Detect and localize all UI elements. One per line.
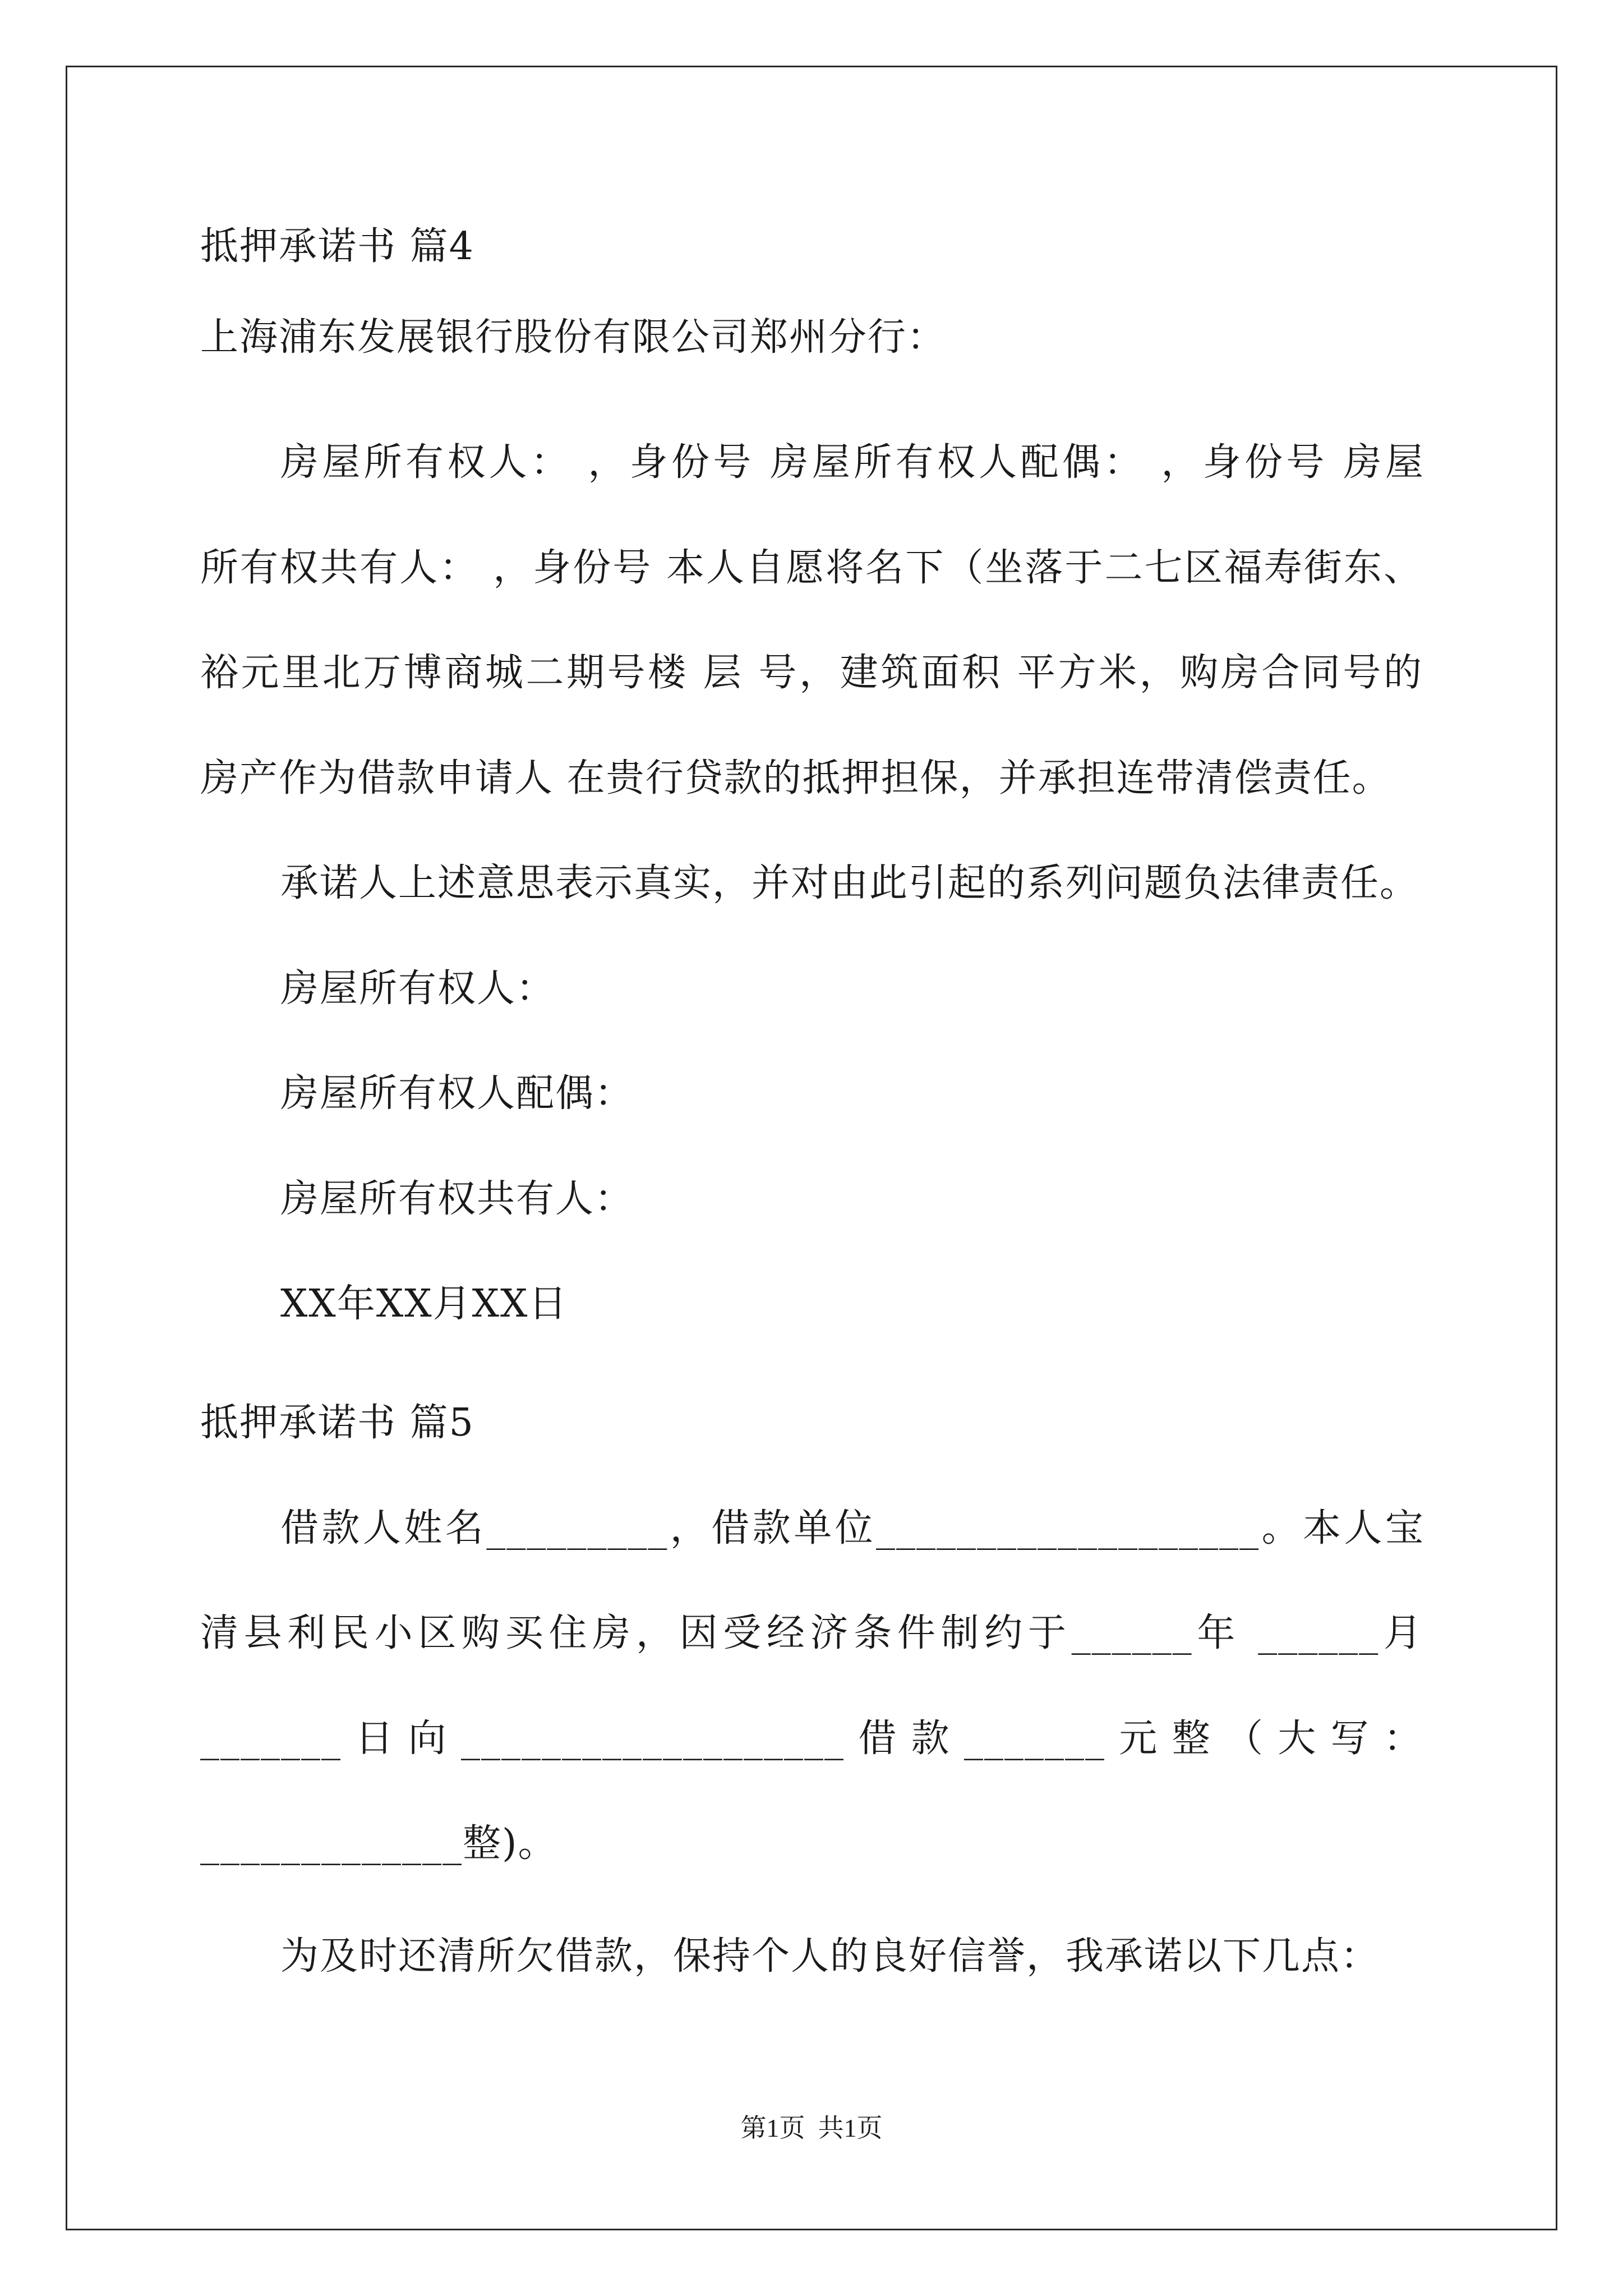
- signature-spouse: 房屋所有权人配偶：: [280, 1071, 634, 1116]
- statement-paragraph: 承诺人上述意思表示真实，并对由此引起的系列问题负法律责任。: [280, 861, 1419, 905]
- paragraph-line: _____________整)。: [200, 1821, 557, 1866]
- addressee: 上海浦东发展银行股份有限公司郑州分行：: [200, 315, 947, 360]
- paragraph-line: 清县利民小区购买住房，因受经济条件制约于______年 ______月: [200, 1611, 1423, 1655]
- section-heading-5: 抵押承诺书 篇5: [200, 1401, 474, 1445]
- date-line: XX年XX月XX日: [280, 1282, 568, 1326]
- section-heading-4: 抵押承诺书 篇4: [200, 224, 474, 269]
- paragraph-line: 裕元里北万博商城二期号楼 层 号，建筑面积 平方米，购房合同号的: [200, 651, 1423, 695]
- paragraph-line: 房产作为借款申请人 在贵行贷款的抵押担保，并承担连带清偿责任。: [200, 756, 1391, 800]
- paragraph-line: 所有权共有人： ，身份号 本人自愿将名下（坐落于二七区福寿街东、: [200, 546, 1423, 590]
- paragraph-line: 借款人姓名_________，借款单位___________________。本人宝: [280, 1506, 1424, 1550]
- signature-coowner: 房屋所有权共有人：: [280, 1177, 634, 1221]
- paragraph-line: 房屋所有权人： ，身份号 房屋所有权人配偶： ，身份号 房屋: [280, 440, 1424, 485]
- paragraph-line: _______日向___________________借款_______元整（大写：: [200, 1717, 1423, 1761]
- signature-owner: 房屋所有权人：: [280, 967, 556, 1011]
- commitment-intro: 为及时还清所欠借款，保持个人的良好信誉，我承诺以下几点：: [280, 1934, 1380, 1978]
- page-border: [66, 66, 1557, 2230]
- page-footer: 第1页 共1页: [740, 2114, 883, 2142]
